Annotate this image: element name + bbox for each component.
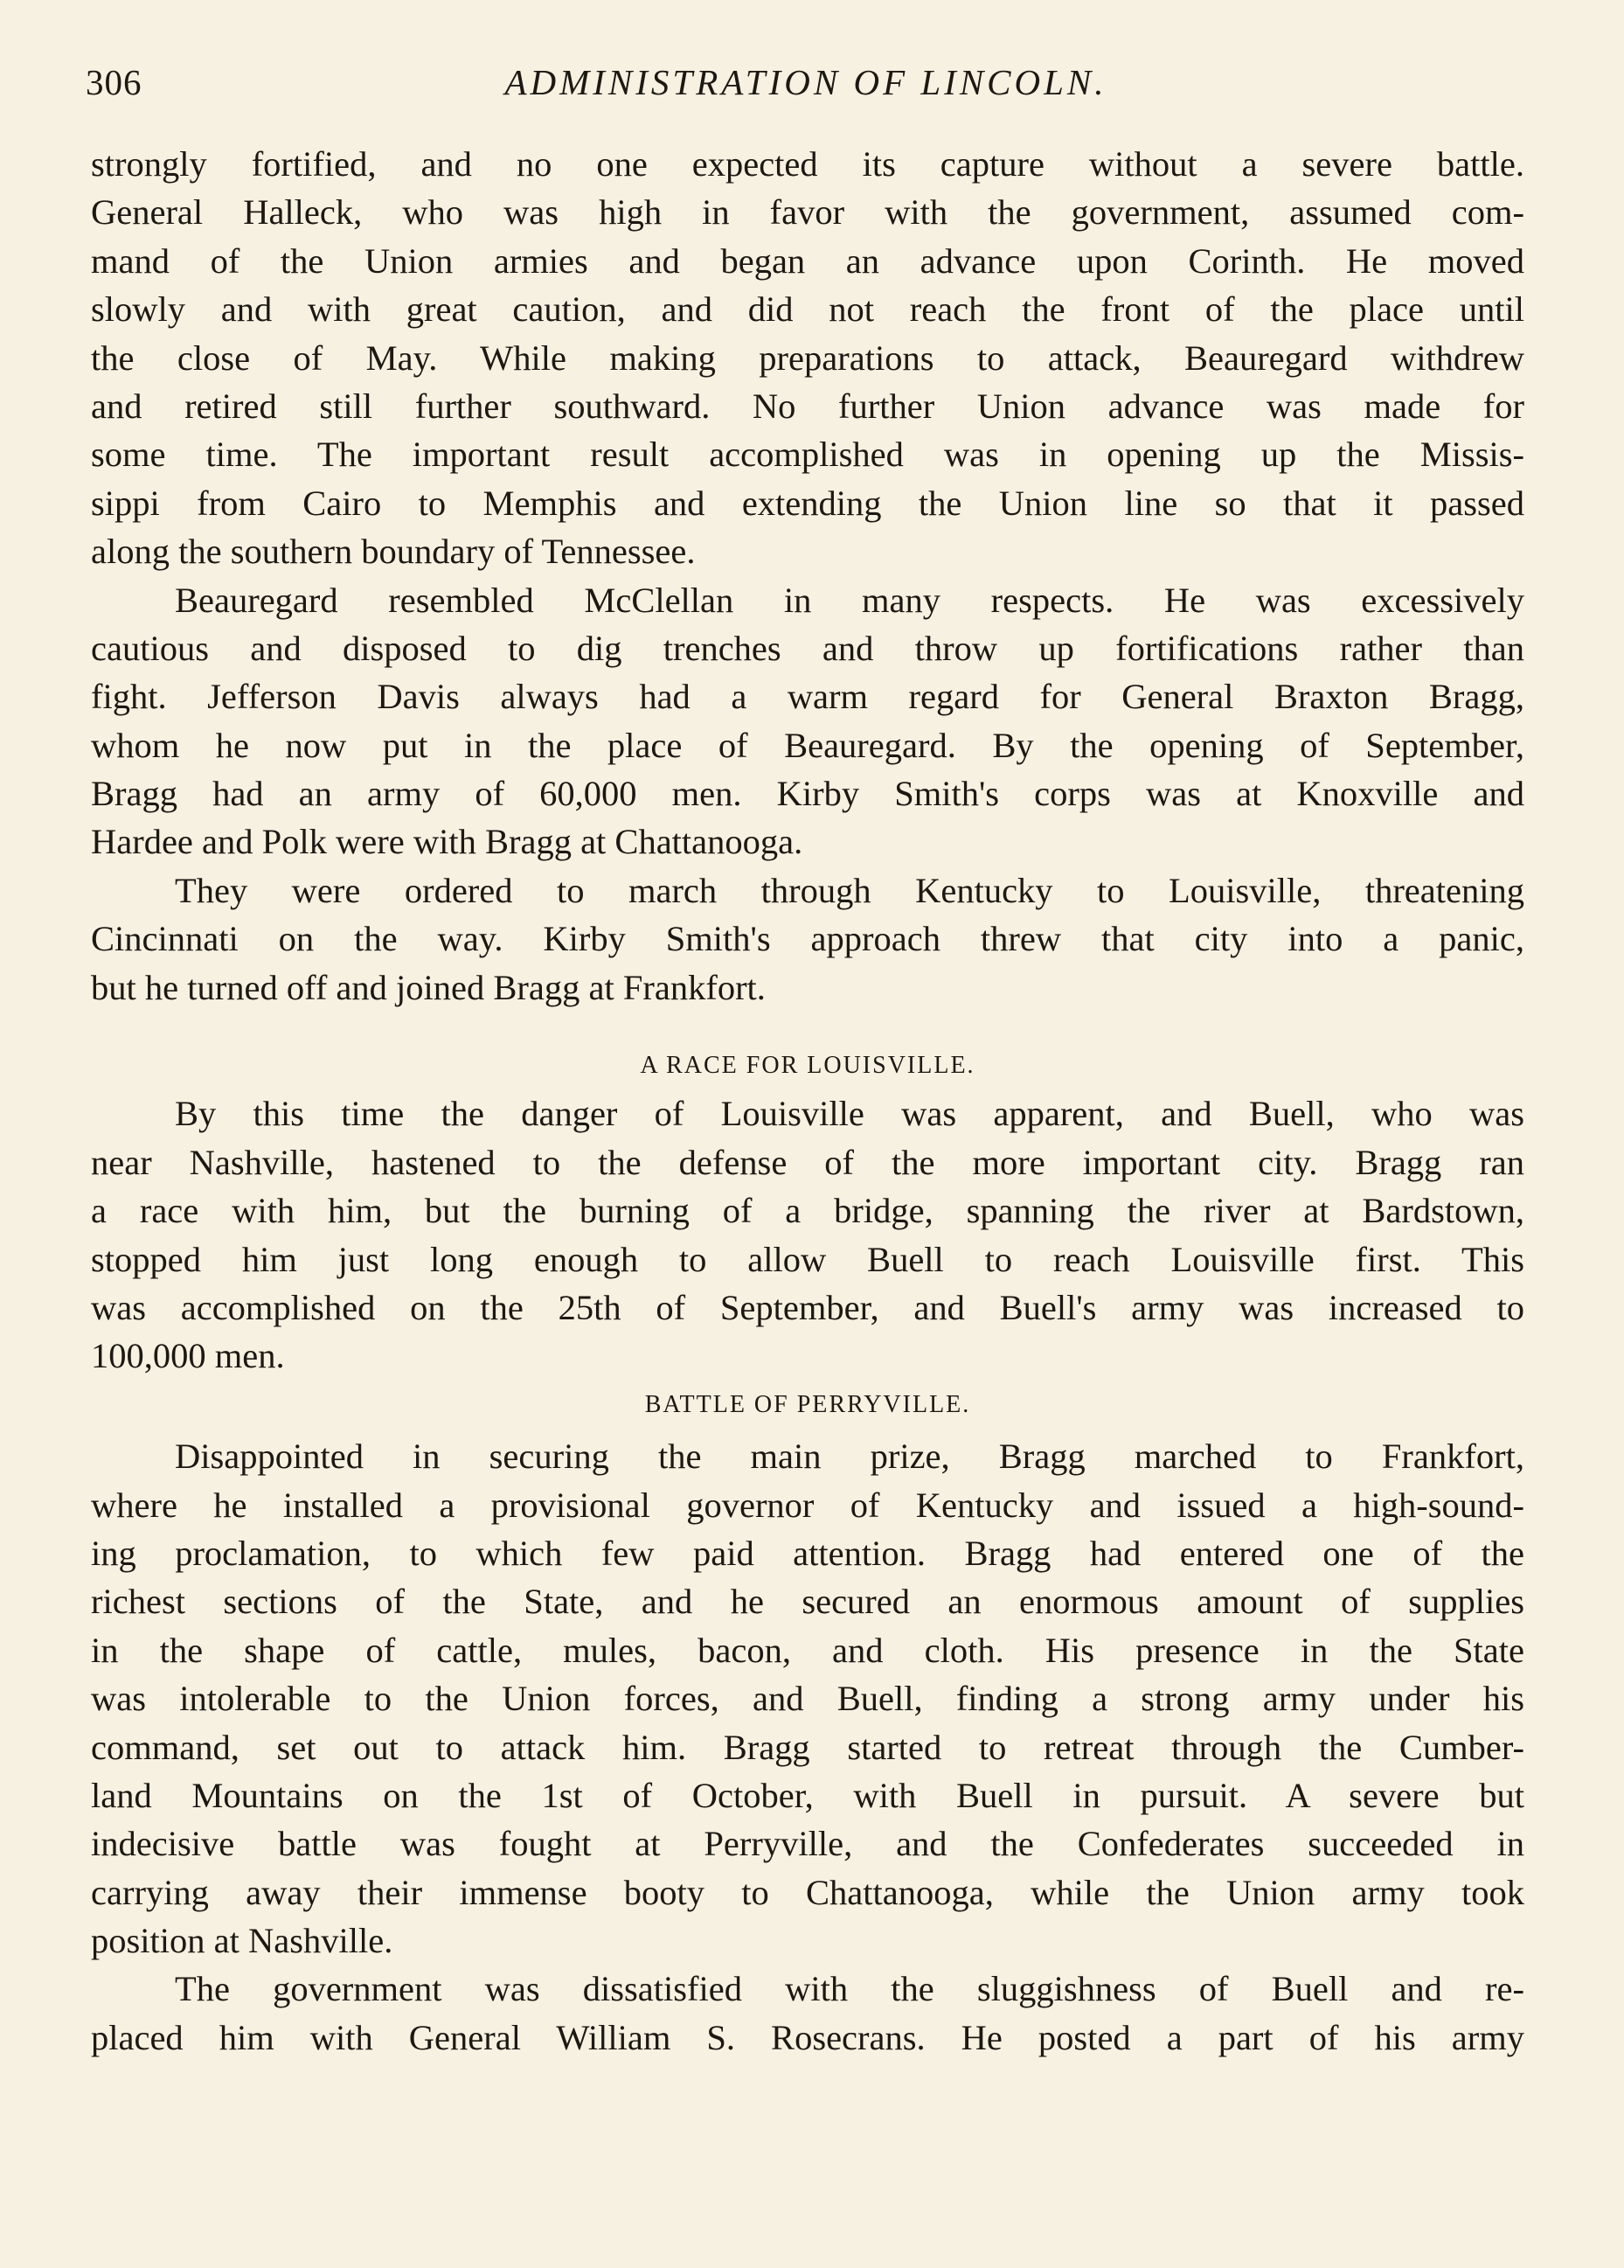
text-line: mand of the Union armies and began an advance upon Corinth. He moved (91, 240, 1524, 281)
text-line: Hardee and Polk were with Bragg at Chattanooga. (91, 822, 803, 862)
text-line: strongly fortified, and no one expected its capture without a severe battle. (91, 144, 1524, 184)
paragraph (91, 1432, 1524, 1965)
text-line: fight. Jefferson Davis always had a warm regard for General Braxton Bragg, (91, 677, 1524, 717)
text-line: placed him with General William S. Rosecrans. He posted a part of his army (91, 2017, 1524, 2057)
text-line: Disappointed in securing the main prize, Bragg marched to Frankfort, (175, 1437, 1524, 1477)
text-line: land Mountains on the 1st of October, with Buell in pursuit. A severe but (91, 1775, 1524, 1815)
text-line: richest sections of the State, and he secured an enormous amount of supplies (91, 1582, 1524, 1622)
running-header (86, 61, 1526, 114)
text-line: The government was dissatisfied with the sluggishness of Buell and re- (175, 1969, 1524, 2009)
text-line: stopped him just long enough to allow Buell to reach Louisville first. This (91, 1239, 1524, 1279)
text-line: a race with him, but the burning of a bridge, spanning the river at Bardstown, (91, 1191, 1524, 1231)
text-line: where he installed a provisional governor of Kentucky and issued a high-sound- (91, 1485, 1524, 1525)
text-line: whom he now put in the place of Beauregard. By the opening of September, (91, 725, 1524, 765)
text-line: command, set out to attack him. Bragg started to retreat through the Cumber- (91, 1727, 1524, 1767)
paragraph (91, 576, 1524, 866)
text-line: in the shape of cattle, mules, bacon, and cloth. His presence in the State (91, 1630, 1524, 1670)
text-line: indecisive battle was fought at Perryville, and the Confederates succeeded in (91, 1824, 1524, 1864)
text-line: along the southern boundary of Tennessee. (91, 532, 696, 572)
text-line: 100,000 men. (91, 1336, 285, 1376)
text-line: By this time the danger of Louisville was apparent, and Buell, who was (175, 1094, 1524, 1134)
paragraph (91, 140, 1524, 576)
text-line: was intolerable to the Union forces, and Buell, finding a strong army under his (91, 1679, 1524, 1719)
paragraph (91, 1089, 1524, 1380)
section-heading: A RACE FOR LOUISVILLE. (640, 1052, 975, 1080)
section-heading: BATTLE OF PERRYVILLE. (644, 1390, 971, 1418)
paragraph (91, 1965, 1524, 2062)
body-text (91, 140, 1524, 2062)
text-line: Bragg had an army of 60,000 men. Kirby Smith's corps was at Knoxville and (91, 774, 1524, 814)
text-line: General Halleck, who was high in favor with the government, assumed com- (91, 192, 1524, 233)
text-line: ing proclamation, to which few paid attention. Bragg had entered one of the (91, 1533, 1524, 1573)
text-line: position at Nashville. (91, 1921, 393, 1961)
paragraph (91, 866, 1524, 1012)
text-line: but he turned off and joined Bragg at Frankfort. (91, 967, 766, 1007)
text-line: some time. The important result accomplished was in opening up the Missis- (91, 435, 1524, 475)
text-line: was accomplished on the 25th of September, and Buell's army was increased to (91, 1287, 1524, 1327)
text-line: the close of May. While making preparations to attack, Beauregard withdrew (91, 337, 1524, 378)
text-line: Beauregard resembled McClellan in many respects. He was excessively (175, 580, 1524, 620)
text-line: cautious and disposed to dig trenches and throw up fortifications rather than (91, 628, 1524, 668)
text-line: Cincinnati on the way. Kirby Smith's approach threw that city into a panic, (91, 919, 1524, 959)
text-line: They were ordered to march through Kentucky to Louisville, threatening (175, 870, 1524, 910)
text-line: and retired still further southward. No further Union advance was made for (91, 386, 1524, 426)
text-line: carrying away their immense booty to Chattanooga, while the Union army took (91, 1872, 1524, 1912)
page-number: 306 (86, 62, 142, 102)
text-line: near Nashville, hastened to the defense of the more important city. Bragg ran (91, 1142, 1524, 1182)
running-title: ADMINISTRATION OF LINCOLN. (504, 62, 1107, 102)
text-line: slowly and with great caution, and did not reach the front of the place until (91, 289, 1524, 330)
text-line: sippi from Cairo to Memphis and extending the Union line so that it passed (91, 483, 1524, 523)
